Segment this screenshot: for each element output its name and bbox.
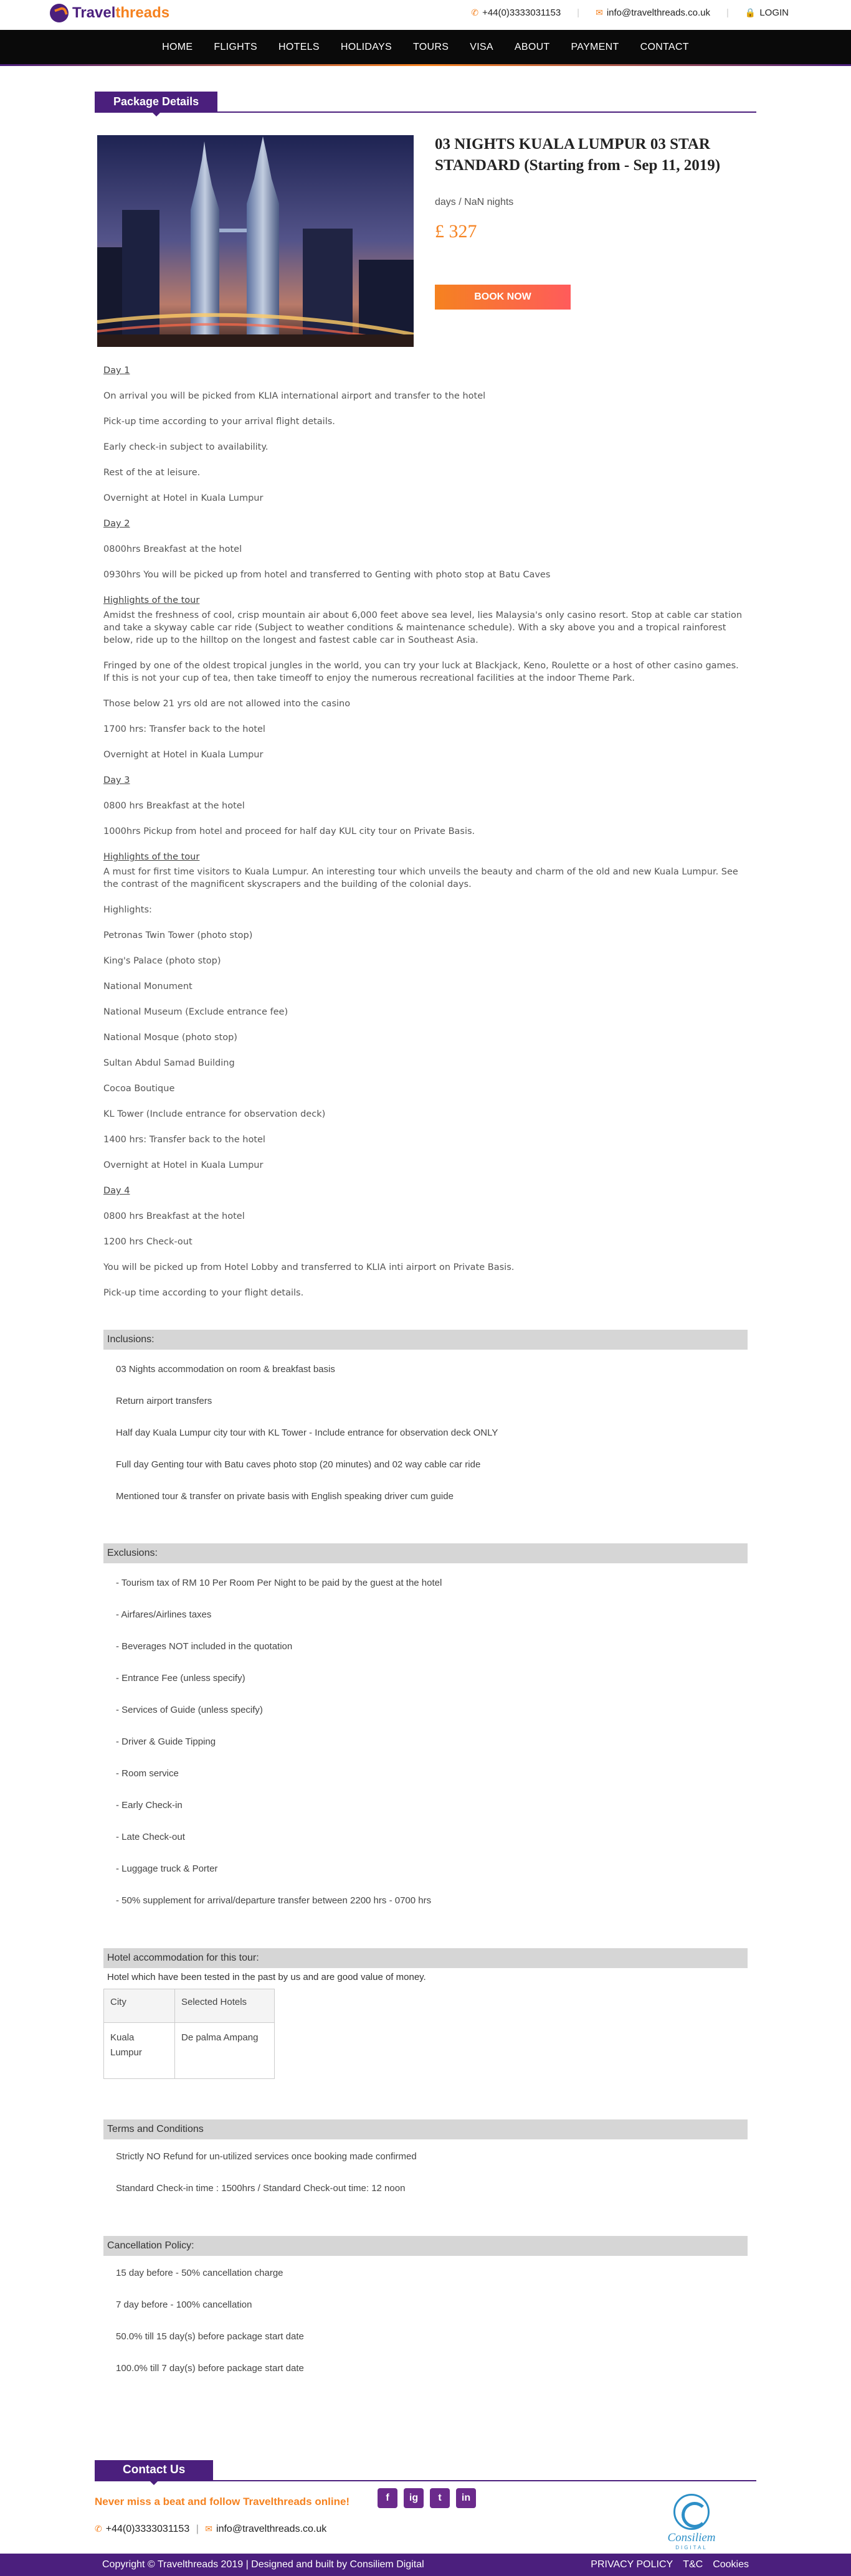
- itinerary-text: 1700 hrs: Transfer back to the hotel: [103, 724, 265, 734]
- hotels-col-selected: Selected Hotels: [175, 1989, 275, 2023]
- itinerary-text: Pick-up time according to your flight details.: [103, 1288, 304, 1298]
- itinerary-text: 1400 hrs: Transfer back to the hotel: [103, 1135, 265, 1145]
- nav-about[interactable]: ABOUT: [514, 41, 550, 52]
- envelope-icon: ✉: [596, 7, 603, 17]
- terms-box: [103, 2119, 748, 2204]
- package-duration: days / NaN nights: [435, 197, 514, 207]
- facebook-icon[interactable]: f: [378, 2488, 397, 2508]
- linkedin-icon[interactable]: in: [456, 2488, 476, 2508]
- exclusion-item: - 50% supplement for arrival/departure transfer between 2200 hrs - 0700 hrs: [116, 1895, 432, 1906]
- partner-sub: DIGITAL: [675, 2545, 708, 2550]
- itinerary-text: Rest of the at leisure.: [103, 468, 201, 478]
- highlights-heading: Highlights of the tour: [103, 852, 200, 862]
- itinerary-text: Overnight at Hotel in Kuala Lumpur: [103, 750, 264, 760]
- inclusion-item: Half day Kuala Lumpur city tour with KL Tower - Include entrance for observation deck ONLY: [116, 1428, 498, 1438]
- envelope-icon: ✉: [205, 2524, 213, 2534]
- cancellation-box: [103, 2236, 748, 2384]
- nav-holidays[interactable]: HOLIDAYS: [340, 41, 392, 52]
- itinerary-text: Amidst the freshness of cool, crisp mountain air about 6,000 feet above sea level, lies Malaysia's only casino resort. Stop at cable car station and take a skyway cable car ride (Subject to weather conditions & maintenance schedule). With a sky above you and a tropical rainforest below, ride up to the hilltop on the longest and fastest cable car in Southeast Asia.: [103, 610, 743, 645]
- package-details-header: [95, 92, 756, 113]
- itinerary-text: Early check-in subject to availability.: [103, 442, 269, 452]
- day-heading: Day 3: [103, 775, 130, 785]
- consiliem-logo[interactable]: [657, 2494, 726, 2550]
- itinerary-text: Highlights:: [103, 905, 152, 915]
- itinerary-text: National Museum (Exclude entrance fee): [103, 1007, 288, 1017]
- itinerary-text: 1000hrs Pickup from hotel and proceed for half day KUL city tour on Private Basis.: [103, 826, 475, 836]
- plane-logo-icon: [50, 4, 69, 22]
- hotels-title: Hotel accommodation for this tour:: [103, 1948, 748, 1968]
- package-price: £ 327: [435, 221, 477, 242]
- partner-name: Consiliem: [667, 2531, 716, 2544]
- exclusion-item: - Room service: [116, 1768, 179, 1779]
- exclusion-item: - Beverages NOT included in the quotation: [116, 1641, 293, 1652]
- nav-hotels[interactable]: HOTELS: [278, 41, 320, 52]
- nav-contact[interactable]: CONTACT: [640, 41, 689, 52]
- contact-header: [95, 2460, 756, 2481]
- hotels-table: [103, 1989, 275, 2079]
- itinerary-text: Overnight at Hotel in Kuala Lumpur: [103, 1160, 264, 1170]
- exclusions-title: Exclusions:: [103, 1543, 748, 1563]
- itinerary-text: 1200 hrs Check-out: [103, 1237, 193, 1247]
- social-links: [378, 2488, 476, 2508]
- terms-item: Strictly NO Refund for un-utilized services once booking made confirmed: [116, 2151, 417, 2162]
- itinerary-text: Cocoa Boutique: [103, 1084, 175, 1094]
- nav-visa[interactable]: VISA: [470, 41, 493, 52]
- inclusions-title: Inclusions:: [103, 1330, 748, 1350]
- inclusion-item: Return airport transfers: [116, 1396, 212, 1406]
- terms-title: Terms and Conditions: [103, 2119, 748, 2139]
- contact-title: Contact Us: [95, 2460, 213, 2480]
- itinerary-text: KL Tower (Include entrance for observation deck): [103, 1109, 326, 1119]
- day-heading: Day 2: [103, 519, 130, 529]
- copyright-bar: [0, 2554, 851, 2576]
- exclusion-item: - Airfares/Airlines taxes: [116, 1609, 212, 1620]
- cancellation-item: 100.0% till 7 day(s) before package start date: [116, 2363, 304, 2374]
- terms-link[interactable]: T&C: [683, 2559, 703, 2570]
- email-link[interactable]: ✉ info@travelthreads.co.uk: [596, 7, 710, 18]
- twitter-icon[interactable]: t: [430, 2488, 450, 2508]
- day-heading: Day 1: [103, 366, 130, 376]
- exclusion-item: - Late Check-out: [116, 1832, 185, 1842]
- footer-phone-link[interactable]: ✆ +44(0)3333031153: [95, 2524, 190, 2534]
- package-title: 03 NIGHTS KUALA LUMPUR 03 STAR STANDARD (Starting from - Sep 11, 2019): [435, 136, 721, 174]
- phone-link[interactable]: ✆ +44(0)3333031153: [471, 7, 561, 18]
- itinerary-text: Pick-up time according to your arrival flight details.: [103, 417, 335, 427]
- hotel-city: Kuala Lumpur: [104, 2023, 175, 2079]
- highlights-heading: Highlights of the tour: [103, 595, 200, 605]
- consiliem-mark-icon: [673, 2494, 710, 2530]
- top-bar: [0, 0, 851, 27]
- terms-item: Standard Check-in time : 1500hrs / Standard Check-out time: 12 noon: [116, 2183, 406, 2194]
- footer-links: [591, 2554, 749, 2576]
- footer-contact: ✆ +44(0)3333031153 | ✉ info@travelthreads.co.uk: [95, 2524, 327, 2534]
- top-links: ✆ +44(0)3333031153 | ✉ info@travelthreads.co.uk | 🔒 LOGIN: [471, 7, 789, 18]
- inclusion-item: Mentioned tour & transfer on private basis with English speaking driver cum guide: [116, 1491, 454, 1502]
- footer-email-link[interactable]: ✉ info@travelthreads.co.uk: [205, 2524, 327, 2534]
- itinerary-text: National Mosque (photo stop): [103, 1033, 237, 1043]
- instagram-icon[interactable]: ig: [404, 2488, 424, 2508]
- itinerary-text: Petronas Twin Tower (photo stop): [103, 930, 253, 940]
- itinerary-text: Those below 21 yrs old are not allowed into the casino: [103, 699, 351, 709]
- itinerary: [103, 364, 745, 1312]
- main-nav: [0, 30, 851, 64]
- itinerary-text: On arrival you will be picked from KLIA international airport and transfer to the hotel: [103, 391, 486, 401]
- section-title: Package Details: [95, 92, 217, 111]
- exclusion-item: - Entrance Fee (unless specify): [116, 1673, 245, 1683]
- exclusion-item: - Services of Guide (unless specify): [116, 1705, 263, 1715]
- book-now-button[interactable]: BOOK NOW: [435, 285, 571, 310]
- hotels-note: Hotel which have been tested in the past by us and are good value of money.: [107, 1972, 426, 1982]
- itinerary-text: A must for first time visitors to Kuala Lumpur. An interesting tour which unveils the beauty and charm of the old and new Kuala Lumpur. See the contrast of the magnificent skyscrapers and the building of the colonial days.: [103, 867, 738, 889]
- itinerary-text: You will be picked up from Hotel Lobby and transferred to KLIA inti airport on Private Basis.: [103, 1262, 515, 1272]
- nav-flights[interactable]: FLIGHTS: [214, 41, 258, 52]
- inclusions-box: [103, 1330, 748, 1512]
- lock-icon: 🔒: [744, 7, 756, 17]
- cancellation-item: 7 day before - 100% cancellation: [116, 2299, 252, 2310]
- itinerary-text: 0800hrs Breakfast at the hotel: [103, 544, 242, 554]
- package-image: [97, 135, 414, 347]
- cancellation-item: 15 day before - 50% cancellation charge: [116, 2268, 283, 2278]
- itinerary-text: 0800 hrs Breakfast at the hotel: [103, 1211, 245, 1221]
- login-link[interactable]: 🔒 LOGIN: [744, 7, 789, 18]
- brand-logo[interactable]: [50, 4, 169, 22]
- inclusion-item: 03 Nights accommodation on room & breakfast basis: [116, 1364, 335, 1375]
- cancellation-item: 50.0% till 15 day(s) before package start date: [116, 2331, 304, 2342]
- nav-divider: [0, 64, 851, 66]
- hotels-col-city: City: [104, 1989, 175, 2023]
- cancellation-title: Cancellation Policy:: [103, 2236, 748, 2256]
- phone-icon: ✆: [471, 7, 479, 17]
- exclusion-item: - Luggage truck & Porter: [116, 1863, 218, 1874]
- hotels-box: [103, 1948, 748, 2079]
- inclusion-item: Full day Genting tour with Batu caves photo stop (20 minutes) and 02 way cable car ride: [116, 1459, 481, 1470]
- hotel-name: De palma Ampang: [175, 2023, 275, 2079]
- privacy-policy-link[interactable]: PRIVACY POLICY: [591, 2559, 673, 2570]
- exclusions-box: [103, 1543, 748, 1916]
- nav-home[interactable]: HOME: [162, 41, 193, 52]
- itinerary-text: King's Palace (photo stop): [103, 956, 221, 966]
- itinerary-text: 0800 hrs Breakfast at the hotel: [103, 801, 245, 811]
- exclusion-item: - Early Check-in: [116, 1800, 183, 1811]
- itinerary-text: National Monument: [103, 982, 193, 992]
- exclusion-item: - Tourism tax of RM 10 Per Room Per Night to be paid by the guest at the hotel: [116, 1578, 442, 1588]
- exclusion-item: - Driver & Guide Tipping: [116, 1736, 216, 1747]
- day-heading: Day 4: [103, 1186, 130, 1196]
- itinerary-text: 0930hrs You will be picked up from hotel and transferred to Genting with photo stop at Batu Caves: [103, 570, 551, 580]
- nav-tours[interactable]: TOURS: [413, 41, 449, 52]
- itinerary-text: Overnight at Hotel in Kuala Lumpur: [103, 493, 264, 503]
- copyright-text: Copyright © Travelthreads 2019 | Designed and built by Consiliem Digital: [102, 2559, 424, 2570]
- nav-payment[interactable]: PAYMENT: [571, 41, 619, 52]
- itinerary-text: Fringed by one of the oldest tropical jungles in the world, you can try your luck at Blackjack, Keno, Roulette or a host of other casino games. If this is not your cup of tea, then take timeoff to enjoy the numerous recreational facilities at the indoor Theme Park.: [103, 661, 739, 683]
- itinerary-text: Sultan Abdul Samad Building: [103, 1058, 235, 1068]
- brand-name: Travelthreads: [72, 4, 170, 21]
- footer-tagline: Never miss a beat and follow Travelthreads online!: [95, 2496, 350, 2507]
- cookies-link[interactable]: Cookies: [713, 2559, 749, 2570]
- phone-icon: ✆: [95, 2524, 102, 2534]
